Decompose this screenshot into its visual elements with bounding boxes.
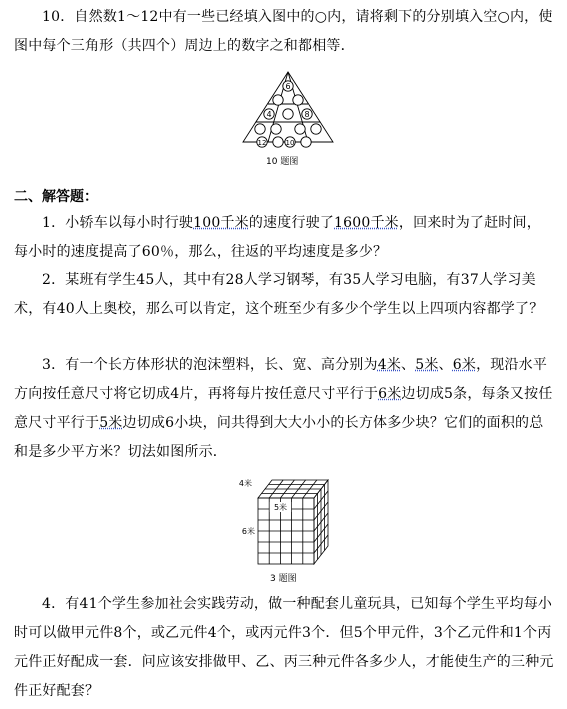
question-10-text: 10．自然数1～12中有一些已经填入图中的○内，请将剩下的分别填入空○内，使图中每个三角形（共四个）周边上的数字之和都相等． xyxy=(14,9,553,54)
section-title: 二、解答题： xyxy=(14,189,98,205)
num-right: 8 xyxy=(304,110,310,119)
label-height: 6米 xyxy=(241,527,255,536)
num-top: 6 xyxy=(285,82,291,91)
question-1-text: 1．小轿车以每小时行驶100千米的速度行驶了1600千米，回来时为了赶时间，每小时的速度提高了60％，那么，往返的平均速度是多少？ xyxy=(14,215,541,260)
label-length: 4米 xyxy=(238,479,252,488)
num-left: 4 xyxy=(266,110,272,119)
label-width: 5米 xyxy=(273,503,288,512)
num-bottom: 10 xyxy=(285,139,295,147)
question-2-text: 2．某班有学生45人，其中有28人学习钢琴，有35人学习电脑，有37人学习美术，有40人上奥校，那么可以肯定，这个班至少有多少个学生以上四项内容都学了？ xyxy=(14,272,544,317)
cuboid-figure xyxy=(232,474,340,572)
num-corner: 12 xyxy=(257,139,267,147)
figure-10-caption: 10 题图 xyxy=(266,157,299,167)
figure-3-caption: 3 题图 xyxy=(270,574,297,584)
question-4-text: 4．有41个学生参加社会实践劳动，做一种配套儿童玩具，已知每个学生平均每小时可以做甲元件8个，或乙元件4个，或丙元件3个．但5个甲元件，3个乙元件和1个丙元件正好配成一套．问应该安排做甲、乙、丙三种元件各多少人，才能使生产的三种元件正好配套？ xyxy=(14,596,554,699)
question-3-text: 3．有一个长方体形状的泡沫塑料，长、宽、高分别为4米、5米、6米，现沿水平方向按任意尺寸将它切成4片，再将每片按任意尺寸平行于6米边切成5条，每条又按任意尺寸平行于5米边切成6小块，问共得到大大小小的长方体多少块？它们的面积的总和是多少平方米？切法如图所示． xyxy=(14,357,553,460)
triangle-figure xyxy=(238,70,338,152)
